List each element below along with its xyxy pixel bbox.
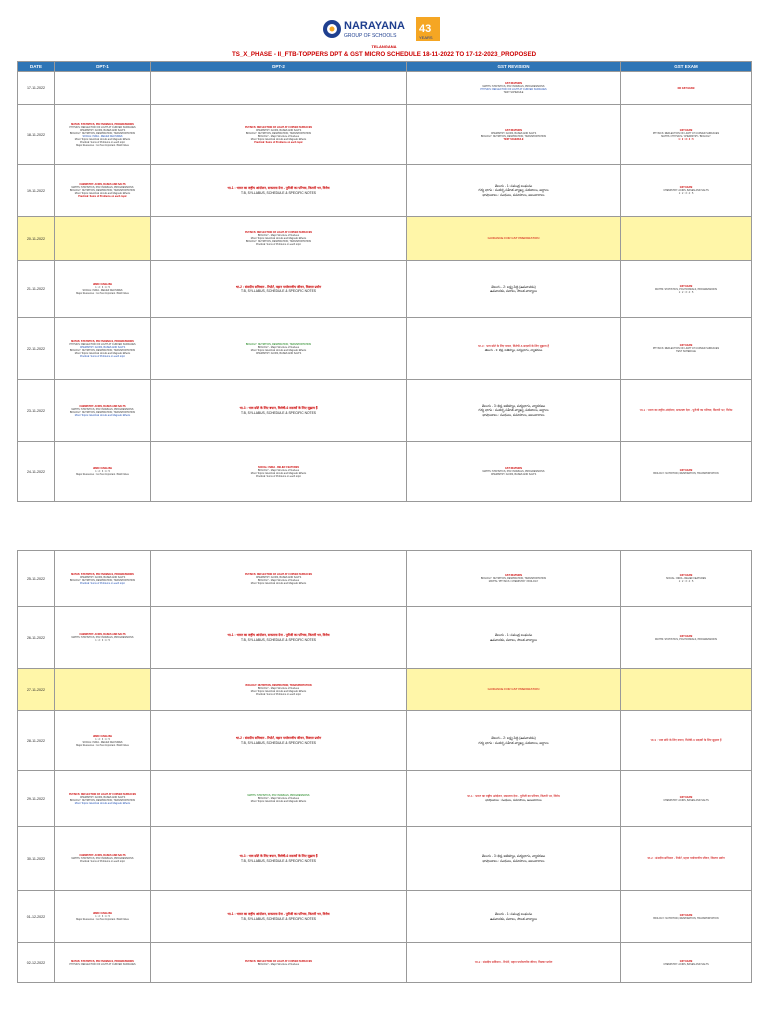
- gst-revision-cell: తెలుగు - 1: సముద్ర లంఘనం ఉపవాచకం, పదాలు, సొంత వాక్యాలు: [407, 891, 621, 943]
- badge-text: 43: [419, 23, 432, 35]
- table-row: [18, 261, 752, 318]
- gst-revision-cell: भा-3 : भाव छोटे के लिए बयान, विशेषी-6 सदस्यों के लिए सुझाव हैं తెలుగు - 3: భిక్ష, ఐతిహ్యం, పద్యభాగం, వ్యాకరణం: [407, 318, 621, 380]
- dpt1-cell: HINDI / ENGLISH 1 : 2 : 3 : 4 : 5 Major Resources : 1st Test Important / Bold Notes: [55, 442, 151, 502]
- gst-exam-cell: भा-1 : भारत का राष्ट्रीय आंदोलन, सफलता देना - पुरीजी का परिचय, कितनी भर, विरोध: [621, 380, 752, 442]
- dpt2-cell: PHYSICS: REFLECTION OF LIGHT AT CURVED SURFACES CHEMISTRY: ACIDS, BASES AND SALTS BIOLOGY - Major Structure of Nucleus Minor Topics: Electrical circuits and Magnetic Effects: [151, 551, 407, 607]
- col-date: DATE: [18, 62, 55, 72]
- page-title: TS_X_PHASE - II_FTB-TOPPERS DPT & GST MICRO SCHEDULE 18-11-2022 TO 17-12-2023_PROPOSED: [231, 51, 537, 58]
- table-row: [18, 105, 752, 165]
- col-dpt2: DPT-2: [151, 62, 407, 72]
- dpt1-cell: MATHS: STATISTICS, POLYNOMIALS, PROGRESSIONS PHYSICS: REFLECTION OF LIGHT AT CURVED SURFACES: [55, 943, 151, 983]
- schedule-table-2: [17, 550, 751, 983]
- gst-exam-cell: GST EXAM BIOLOGY: NUTRITION, RESPIRATION, TRANSPORTATION: [621, 891, 752, 943]
- dpt1-cell: MATHS: STATISTICS, POLYNOMIALS, PROGRESSIONS PHYSICS: REFLECTION OF LIGHT AT CURVED SURFACES CHEMISTRY: ACIDS, BASES AND SALTS BIOLOGY: NUTRITION, RESPIRATION, TRANSPORTATION SOCIAL: INDIA - RELIEF FEATURES Minor Topics: Electrical circuits and Magnetic Effects Practical: Sums of Problems on each topic Major Resources : 1st Test Important / Bold Notes: [55, 105, 151, 165]
- dpt1-cell: MATHS: STATISTICS, POLYNOMIALS, PROGRESSIONS PHYSICS: REFLECTION OF LIGHT AT CURVED SURFACES CHEMISTRY: ACIDS, BASES AND SALTS BIOLOGY: NUTRITION, RESPIRATION, TRANSPORTATION Minor Topics: Electrical circuits and Magnetic Effects Practical: Sums of Problems on each topic: [55, 318, 151, 380]
- table-row: [18, 711, 752, 771]
- row-date: 21-11-2022: [18, 261, 55, 318]
- table-row: [18, 380, 752, 442]
- schedule-table-1: [17, 61, 751, 502]
- dpt2-cell: PHYSICS: REFLECTION OF LIGHT AT CURVED SURFACES CHEMISTRY: ACIDS, BASES AND SALTS BIOLOGY: NUTRITION, RESPIRATION, TRANSPORTATION BIOLOGY - Major Structure of Nucleus Minor Topics: Electrical circuits and Magnetic Effects Practical: Sums of Problems on each topic: [151, 105, 407, 165]
- gst-exam-cell: GST EXAM PHYSICS: REFLECTION OF LIGHT AT CURVED SURFACES TEST SCHEDULE: [621, 318, 752, 380]
- col-gst-exam: GST EXAM: [621, 62, 752, 72]
- table-row: [18, 72, 752, 105]
- table-row: [18, 217, 752, 261]
- gst-revision-cell: తెలుగు - 2: లక్ష్య సిద్ధి (ఉపవాచకం) గద్య భాగం : సందర్భ సహిత వ్యాఖ్య, పదజాలం, అర్థాలు: [407, 711, 621, 771]
- gst-exam-cell: GST EXAM SOCIAL: INDIA - RELIEF FEATURES 1 : 2 : 3 : 4 : 5: [621, 551, 752, 607]
- col-gst-revision: GST REVISION: [407, 62, 621, 72]
- row-date: 18-11-2022: [18, 105, 55, 165]
- gst-exam-cell: GST EXAM CHEMISTRY: ACIDS, BASES AND SALTS: [621, 771, 752, 827]
- gst-exam-cell: GST EXAM PHYSICS: REFLECTION OF LIGHT AT CURVED SURFACES MATHS / PHYSICS / CHEMISTRY / BIOLOGY 1 : 2 : 3 : 4 : 5: [621, 105, 752, 165]
- table-row: [18, 771, 752, 827]
- row-date: 19-11-2022: [18, 165, 55, 217]
- dpt2-cell: SOCIAL: INDIA - RELIEF FEATURES BIOLOGY - Major Structure of Nucleus Minor Topics: Electrical circuits and Magnetic Effects Practical: Sums of Problems on each topic: [151, 442, 407, 502]
- gst-revision-cell: తెలుగు - 3: భిక్ష, ఐతిహ్యం, పద్యభాగం, వ్యాకరణం భాషాంశాలు : సంధులు, సమాసాలు, అలంకారాలు: [407, 827, 621, 891]
- dpt2-cell: PHYSICS: REFLECTION OF LIGHT AT CURVED SURFACES BIOLOGY - Major Structure of Nucleus: [151, 943, 407, 983]
- dpt2-cell: भा-2 : संसदीय सविधान - रिपोर्ट, महान पर्यावरणीय जीवन, विस्तार प्रयोग T.B, SYLLABUS, SCHEDULE & SPECIFIC NOTES: [151, 261, 407, 318]
- gst-revision-cell: తెలుగు - 3: భిక్ష, ఐతిహ్యం, పద్యభాగం, వ్యాకరణం గద్య భాగం : సందర్భ సహిత వ్యాఖ్య, పదజాలం, అర్థాలు భాషాంశాలు : సంధులు, సమాసాలు, అలంకారాలు: [407, 380, 621, 442]
- brand-subtext: GROUP OF SCHOOLS: [344, 33, 397, 39]
- gst-exam-cell: GST EXAM CHEMISTRY: ACIDS, BASES AND SALTS 1 : 2 : 3 : 4 : 5: [621, 165, 752, 217]
- row-date: 24-11-2022: [18, 442, 55, 502]
- dpt2-cell: PHYSICS: REFLECTION OF LIGHT AT CURVED SURFACES BIOLOGY - Major Structure of Nucleus Minor Topics: Electrical circuits and Magnetic Effects BIOLOGY: NUTRITION, RESPIRATION, TRANSPORTATION Practical: Sums of Problems on each topic: [151, 217, 407, 261]
- dpt1-cell: CHEMISTRY: ACIDS, BASES AND SALTS MATHS: STATISTICS, POLYNOMIALS, PROGRESSIONS 1 : 2 : 3 : 4 : 5: [55, 607, 151, 669]
- gst-revision-cell: GST REVISION BIOLOGY: NUTRITION, RESPIRATION, TRANSPORTATION MATHS / PHYSICS / CHEMISTRY / BIOLOGY: [407, 551, 621, 607]
- row-date: 22-11-2022: [18, 318, 55, 380]
- gst-exam-cell: GST EXAM MATHS: STATISTICS, POLYNOMIALS, PROGRESSIONS: [621, 607, 752, 669]
- dpt1-cell: HINDI / ENGLISH 1 : 2 : 3 : 4 : 5 Major Resources : 1st Test Important / Bold Notes: [55, 891, 151, 943]
- logo-mark-icon: [318, 14, 448, 44]
- row-date: 29-11-2022: [18, 771, 55, 827]
- table-row: [18, 827, 752, 891]
- gst-exam-cell: GST EXAM BIOLOGY: NUTRITION, RESPIRATION, TRANSPORTATION: [621, 442, 752, 502]
- gst-revision-cell: भा-1 : भारत का राष्ट्रीय आंदोलन, सफलता देना - पुरीजी का परिचय, कितनी भर, विरोध భాషాంశాలు : సంధులు, సమాసాలు, అలంకారాలు: [407, 771, 621, 827]
- table-row: [18, 943, 752, 983]
- gst-revision-cell: GUIDANCE FOR GST PREPARATION: [407, 217, 621, 261]
- gst-revision-cell: भा-2 : संसदीय सविधान - रिपोर्ट, महान पर्यावरणीय जीवन, विस्तार प्रयोग: [407, 943, 621, 983]
- row-date: 30-11-2022: [18, 827, 55, 891]
- row-date: 28-11-2022: [18, 711, 55, 771]
- gst-revision-cell: GUIDANCE FOR GST PREPARATION: [407, 669, 621, 711]
- row-date: 27-11-2022: [18, 669, 55, 711]
- gst-revision-cell: GST REVISION MATHS: STATISTICS, POLYNOMIALS, PROGRESSIONS CHEMISTRY: ACIDS, BASES AND SALTS: [407, 442, 621, 502]
- table-row: [18, 442, 752, 502]
- dpt2-cell: BIOLOGY: NUTRITION, RESPIRATION, TRANSPORTATION BIOLOGY - Major Structure of Nucleus Minor Topics: Electrical circuits and Magnetic Effects CHEMISTRY: ACIDS, BASES AND SALTS: [151, 318, 407, 380]
- gst-revision-cell: తెలుగు - 1: సముద్ర లంఘనం ఉపవాచకం, పదాలు, సొంత వాక్యాలు: [407, 607, 621, 669]
- table-row: [18, 165, 752, 217]
- gst-revision-cell: తెలుగు - 2: లక్ష్య సిద్ధి (ఉపవాచకం) ఉపవాచకం, పదాలు, సొంత వాక్యాలు: [407, 261, 621, 318]
- row-date: 25-11-2022: [18, 551, 55, 607]
- gst-exam-cell: GST EXAM MATHS: STATISTICS, POLYNOMIALS, PROGRESSIONS 1 : 2 : 3 : 4 : 5: [621, 261, 752, 318]
- table-row: [18, 551, 752, 607]
- dpt1-cell: MATHS: STATISTICS, POLYNOMIALS, PROGRESSIONS CHEMISTRY: ACIDS, BASES AND SALTS BIOLOGY: NUTRITION, RESPIRATION, TRANSPORTATION Practical: Sums of Problems on each topic: [55, 551, 151, 607]
- dpt2-cell: BIOLOGY: NUTRITION, RESPIRATION, TRANSPORTATION BIOLOGY - Major Structure of Nucleus Minor Topics: Electrical circuits and Magnetic Effects Practical: Sums of Problems on each topic: [151, 669, 407, 711]
- row-date: 23-11-2022: [18, 380, 55, 442]
- row-date: 17-11-2022: [18, 72, 55, 105]
- table-row: [18, 891, 752, 943]
- dpt1-cell: HINDI / ENGLISH 1 : 2 : 3 : 4 : 5 SOCIAL: INDIA - RELIEF FEATURES Major Resources : 1st Test Important / Bold Notes: [55, 261, 151, 318]
- state-label: TELANGANA: [371, 44, 397, 49]
- gst-exam-cell: भा-2 : संसदीय सविधान - रिपोर्ट, महान पर्यावरणीय जीवन, विस्तार प्रयोग: [621, 827, 752, 891]
- dpt1-cell: CHEMISTRY: ACIDS, BASES AND SALTS MATHS: STATISTICS, POLYNOMIALS, PROGRESSIONS BIOLOGY: NUTRITION, RESPIRATION, TRANSPORTATION Minor Topics: Electrical circuits and Magnetic Effects Practical: Sums of Problems on each topic: [55, 165, 151, 217]
- col-dpt1: DPT-1: [55, 62, 151, 72]
- dpt1-cell: HINDI / ENGLISH 1 : 2 : 3 : 4 : 5 SOCIAL: INDIA - RELIEF FEATURES Major Resources : 1st Test Important / Bold Notes: [55, 711, 151, 771]
- gst-exam-cell: GST EXAM CHEMISTRY: ACIDS, BASES AND SALTS: [621, 943, 752, 983]
- gst-exam-cell: भा-3 : भाव छोटे के लिए बयान, विशेषी-6 सदस्यों के लिए सुझाव हैं: [621, 711, 752, 771]
- dpt2-cell: भा-1 : भारत का राष्ट्रीय आंदोलन, सफलता देना - पुरीजी का परिचय, कितनी भर, विरोध T.B, SYLLABUS, SCHEDULE & SPECIFIC NOTES: [151, 607, 407, 669]
- gst-revision-cell: తెలుగు - 1: సముద్ర లంఘనం గద్య భాగం : సందర్భ సహిత వ్యాఖ్య, పదజాలం, అర్థాలు భాషాంశాలు : సంధులు, సమాసాలు, అలంకారాలు: [407, 165, 621, 217]
- dpt1-cell: CHEMISTRY: ACIDS, BASES AND SALTS MATHS: STATISTICS, POLYNOMIALS, PROGRESSIONS BIOLOGY: NUTRITION, RESPIRATION, TRANSPORTATION Minor Topics: Electrical circuits and Magnetic Effects: [55, 380, 151, 442]
- dpt2-cell: भा-3 : भाव छोटे के लिए बयान, विशेषी-6 सदस्यों के लिए सुझाव हैं T.B, SYLLABUS, SCHEDULE & SPECIFIC NOTES: [151, 380, 407, 442]
- table-row: [18, 669, 752, 711]
- gst-exam-cell: NO GST EXAM: [621, 72, 752, 105]
- dpt2-cell: MATHS: STATISTICS, POLYNOMIALS, PROGRESSIONS BIOLOGY - Major Structure of Nucleus Minor Topics: Electrical circuits and Magnetic Effects: [151, 771, 407, 827]
- dpt1-cell: PHYSICS: REFLECTION OF LIGHT AT CURVED SURFACES CHEMISTRY: ACIDS, BASES AND SALTS BIOLOGY: NUTRITION, RESPIRATION, TRANSPORTATION Minor Topics: Electrical circuits and Magnetic Effects: [55, 771, 151, 827]
- gst-revision-cell: GST REVISION CHEMISTRY: ACIDS, BASES AND SALTS BIOLOGY: NUTRITION, RESPIRATION, TRANSPORTATION TEST SCHEDULE: [407, 105, 621, 165]
- row-date: 02-12-2022: [18, 943, 55, 983]
- table-row: [18, 607, 752, 669]
- row-date: 01-12-2022: [18, 891, 55, 943]
- dpt1-cell: CHEMISTRY: ACIDS, BASES AND SALTS MATHS: STATISTICS, POLYNOMIALS, PROGRESSIONS Practical: Sums of Problems on each topic: [55, 827, 151, 891]
- badge-subtext: YEARS: [419, 35, 433, 40]
- page-header: [0, 0, 768, 70]
- table-row: [18, 318, 752, 380]
- narayana-logo: [318, 14, 448, 44]
- dpt2-cell: भा-1 : भारत का राष्ट्रीय आंदोलन, सफलता देना - पुरीजी का परिचय, कितनी भर, विरोध T.B, SYLLABUS, SCHEDULE & SPECIFIC NOTES: [151, 891, 407, 943]
- gst-revision-cell: GST REVISION MATHS: STATISTICS, POLYNOMIALS, PROGRESSIONS PHYSICS: REFLECTION OF LIGHT AT CURVED SURFACES TEST SCHEDULE: [407, 72, 621, 105]
- dpt2-cell: भा-1 : भारत का राष्ट्रीय आंदोलन, सफलता देना - पुरीजी का परिचय, कितनी भर, विरोध T.B, SYLLABUS, SCHEDULE & SPECIFIC NOTES: [151, 165, 407, 217]
- dpt2-cell: भा-3 : भाव छोटे के लिए बयान, विशेषी-6 सदस्यों के लिए सुझाव हैं T.B, SYLLABUS, SCHEDULE & SPECIFIC NOTES: [151, 827, 407, 891]
- dpt2-cell: भा-2 : संसदीय सविधान - रिपोर्ट, महान पर्यावरणीय जीवन, विस्तार प्रयोग T.B, SYLLABUS, SCHEDULE & SPECIFIC NOTES: [151, 711, 407, 771]
- brand-text: NARAYANA: [344, 20, 405, 32]
- row-date: 26-11-2022: [18, 607, 55, 669]
- row-date: 20-11-2022: [18, 217, 55, 261]
